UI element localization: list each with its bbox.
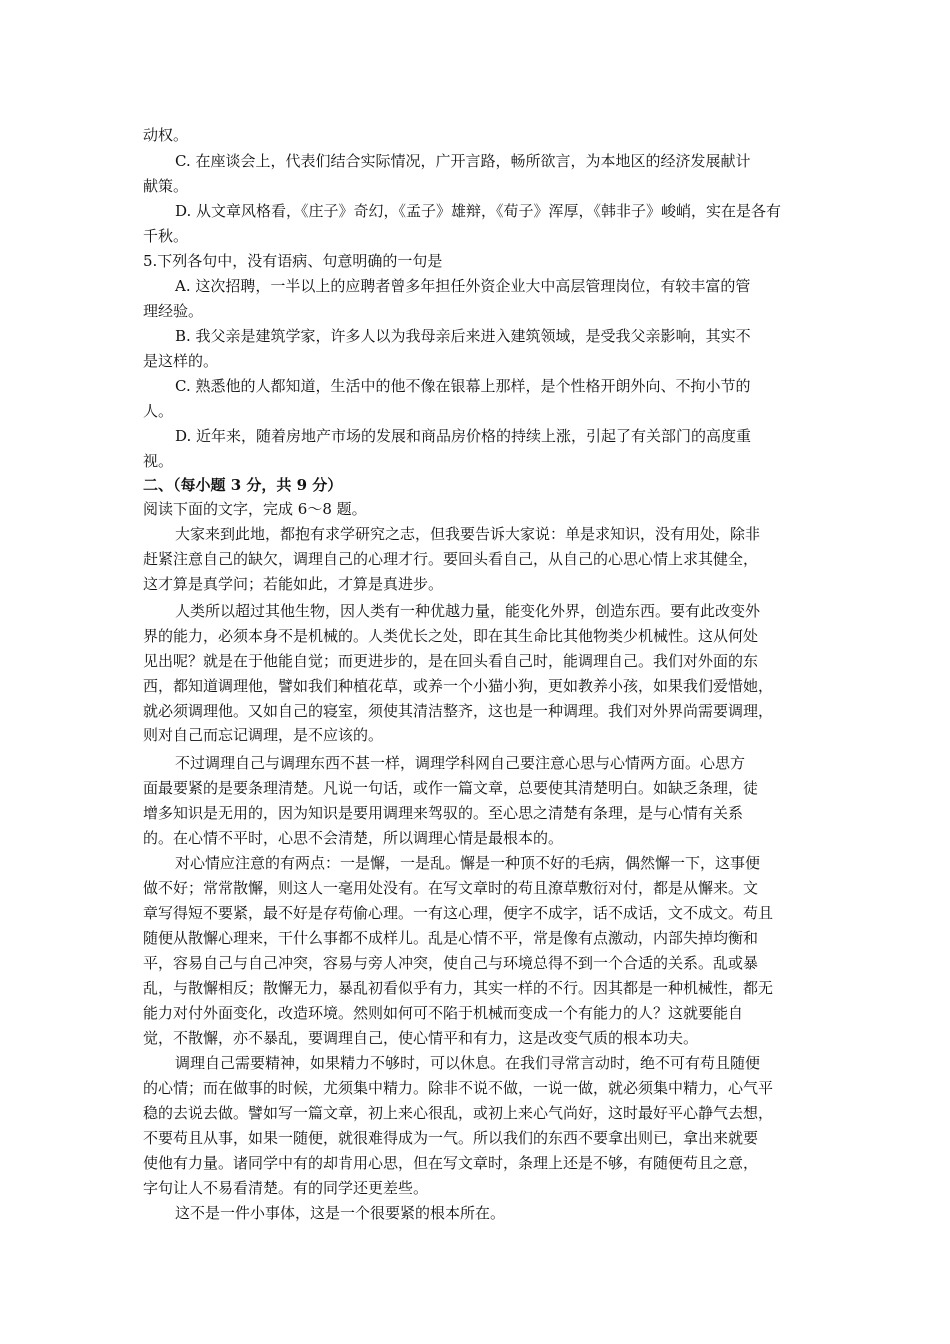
passage-line: 西，都知道调理他，譬如我们种植花草，或养一个小猫小狗，更如教养小孩，如果我们爱惜她，	[143, 677, 774, 695]
passage-line: 赶紧注意自己的缺欠，调理自己的心理才行。要回头看自己，从自己的心思心情上求其健全，	[143, 550, 759, 568]
passage-line: 随便从散懈心理来，干什么事都不成样儿。乱是心情不平，常是像有点激动，内部失掉均衡和	[143, 929, 759, 947]
passage-line: 就必须调理他。又如自己的寝室，须使其清洁整齐，这也是一种调理。我们对外界尚需要调理，	[143, 702, 774, 720]
passage-line: 的。在心情不平时，心思不会清楚，所以调理心情是最根本的。	[143, 829, 564, 847]
passage-line: 觉，不散懈，亦不暴乱，要调理自己，使心情平和有力，这是改变气质的根本功夫。	[143, 1029, 699, 1047]
passage-line: 不要苟且从事，如果一随便，就很难得成为一气。所以我们的东西不要拿出则已，拿出来就要	[143, 1129, 759, 1147]
passage-line: 这才算是真学问；若能如此，才算是真进步。	[143, 575, 444, 593]
passage-line: 章写得短不要紧，最不好是存苟偷心理。一有这心理，便字不成字，话不成话，文不成文。苟且	[143, 904, 774, 922]
passage-line: 增多知识是无用的，因为知识是要用调理来驾驭的。至心思之清楚有条理，是与心情有关系	[143, 804, 744, 822]
question-5-stem: 5.下列各句中，没有语病、句意明确的一句是	[143, 252, 443, 270]
option-c-line-1: C. 熟悉他的人都知道，生活中的他不像在银幕上那样，是个性格开朗外向、不拘小节的	[175, 377, 751, 395]
option-c-line-2: 献策。	[143, 177, 189, 195]
reading-instruction: 阅读下面的文字，完成 6～8 题。	[143, 500, 367, 518]
passage-line: 乱，与散懈相反；散懈无力，暴乱初看似乎有力，其实一样的不行。因其都是一种机械性，都无	[143, 979, 774, 997]
option-b-line-1: B. 我父亲是建筑学家，许多人以为我母亲后来进入建筑领域，是受我父亲影响，其实不	[175, 327, 751, 345]
option-d-line-1: D. 从文章风格看，《庄子》奇幻，《孟子》雄辩，《荀子》浑厚，《韩非子》峻峭，实在是各有	[175, 202, 782, 220]
passage-line: 的心情；而在做事的时候，尤须集中精力。除非不说不做，一说一做，就必须集中精力，心气平	[143, 1079, 774, 1097]
passage-line: 不过调理自己与调理东西不甚一样，调理学科网自己要注意心思与心情两方面。心思方	[175, 754, 746, 772]
option-b-line-2: 是这样的。	[143, 352, 219, 370]
option-a-line-2: 理经验。	[143, 302, 204, 320]
passage-line: 界的能力，必须本身不是机械的。人类优长之处，即在其生命比其他物类少机械性。这从何处	[143, 627, 759, 645]
option-d-line-2: 视。	[143, 452, 174, 470]
section-two-heading: 二、（每小题 3 分，共 9 分）	[143, 476, 343, 494]
passage-line: 这不是一件小事体，这是一个很要紧的根本所在。	[175, 1204, 506, 1222]
passage-line: 能力对付外面变化，改造环境。然则如何可不陷于机械而变成一个有能力的人？这就要能自	[143, 1004, 744, 1022]
passage-line: 见出呢？就是在于他能自觉；而更进步的，是在回头看自己时，能调理自己。我们对外面的东	[143, 652, 759, 670]
passage-line: 使他有力量。诸同学中有的却肯用心思，但在写文章时，条理上还是不够，有随便苟且之意，	[143, 1154, 759, 1172]
passage-line: 大家来到此地，都抱有求学研究之志，但我要告诉大家说：单是求知识，没有用处，除非	[175, 525, 761, 543]
option-c-line-1: C. 在座谈会上，代表们结合实际情况，广开言路，畅所欲言，为本地区的经济发展献计	[175, 152, 751, 170]
passage-line: 平，容易自己与自己冲突，容易与旁人冲突，使自己与环境总得不到一个合适的关系。乱或暴	[143, 954, 759, 972]
passage-line: 做不好；常常散懈，则这人一毫用处没有。在写文章时的苟且潦草敷衍对付，都是从懈来。文	[143, 879, 759, 897]
passage-line: 面最要紧的是要条理清楚。凡说一句话，或作一篇文章，总要使其清楚明白。如缺乏条理，徒	[143, 779, 759, 797]
option-d-line-1: D. 近年来，随着房地产市场的发展和商品房价格的持续上涨，引起了有关部门的高度重	[175, 427, 752, 445]
passage-line: 调理自己需要精神，如果精力不够时，可以休息。在我们寻常言动时，绝不可有苟且随便	[175, 1054, 761, 1072]
passage-line: 人类所以超过其他生物，因人类有一种优越力量，能变化外界，创造东西。要有此改变外	[175, 602, 761, 620]
passage-line: 字句让人不易看清楚。有的同学还更差些。	[143, 1179, 429, 1197]
text-line: 动权。	[143, 126, 189, 144]
passage-line: 则对自己而忘记调理，是不应该的。	[143, 726, 384, 744]
passage-line: 对心情应注意的有两点：一是懈，一是乱。懈是一种顶不好的毛病，偶然懈一下，这事便	[175, 854, 761, 872]
option-d-line-2: 千秋。	[143, 227, 189, 245]
passage-line: 稳的去说去做。譬如写一篇文章，初上来心很乱，或初上来心气尚好，这时最好平心静气去想，	[143, 1104, 774, 1122]
option-c-line-2: 人。	[143, 402, 174, 420]
option-a-line-1: A. 这次招聘，一半以上的应聘者曾多年担任外资企业大中高层管理岗位，有较丰富的管	[175, 277, 751, 295]
